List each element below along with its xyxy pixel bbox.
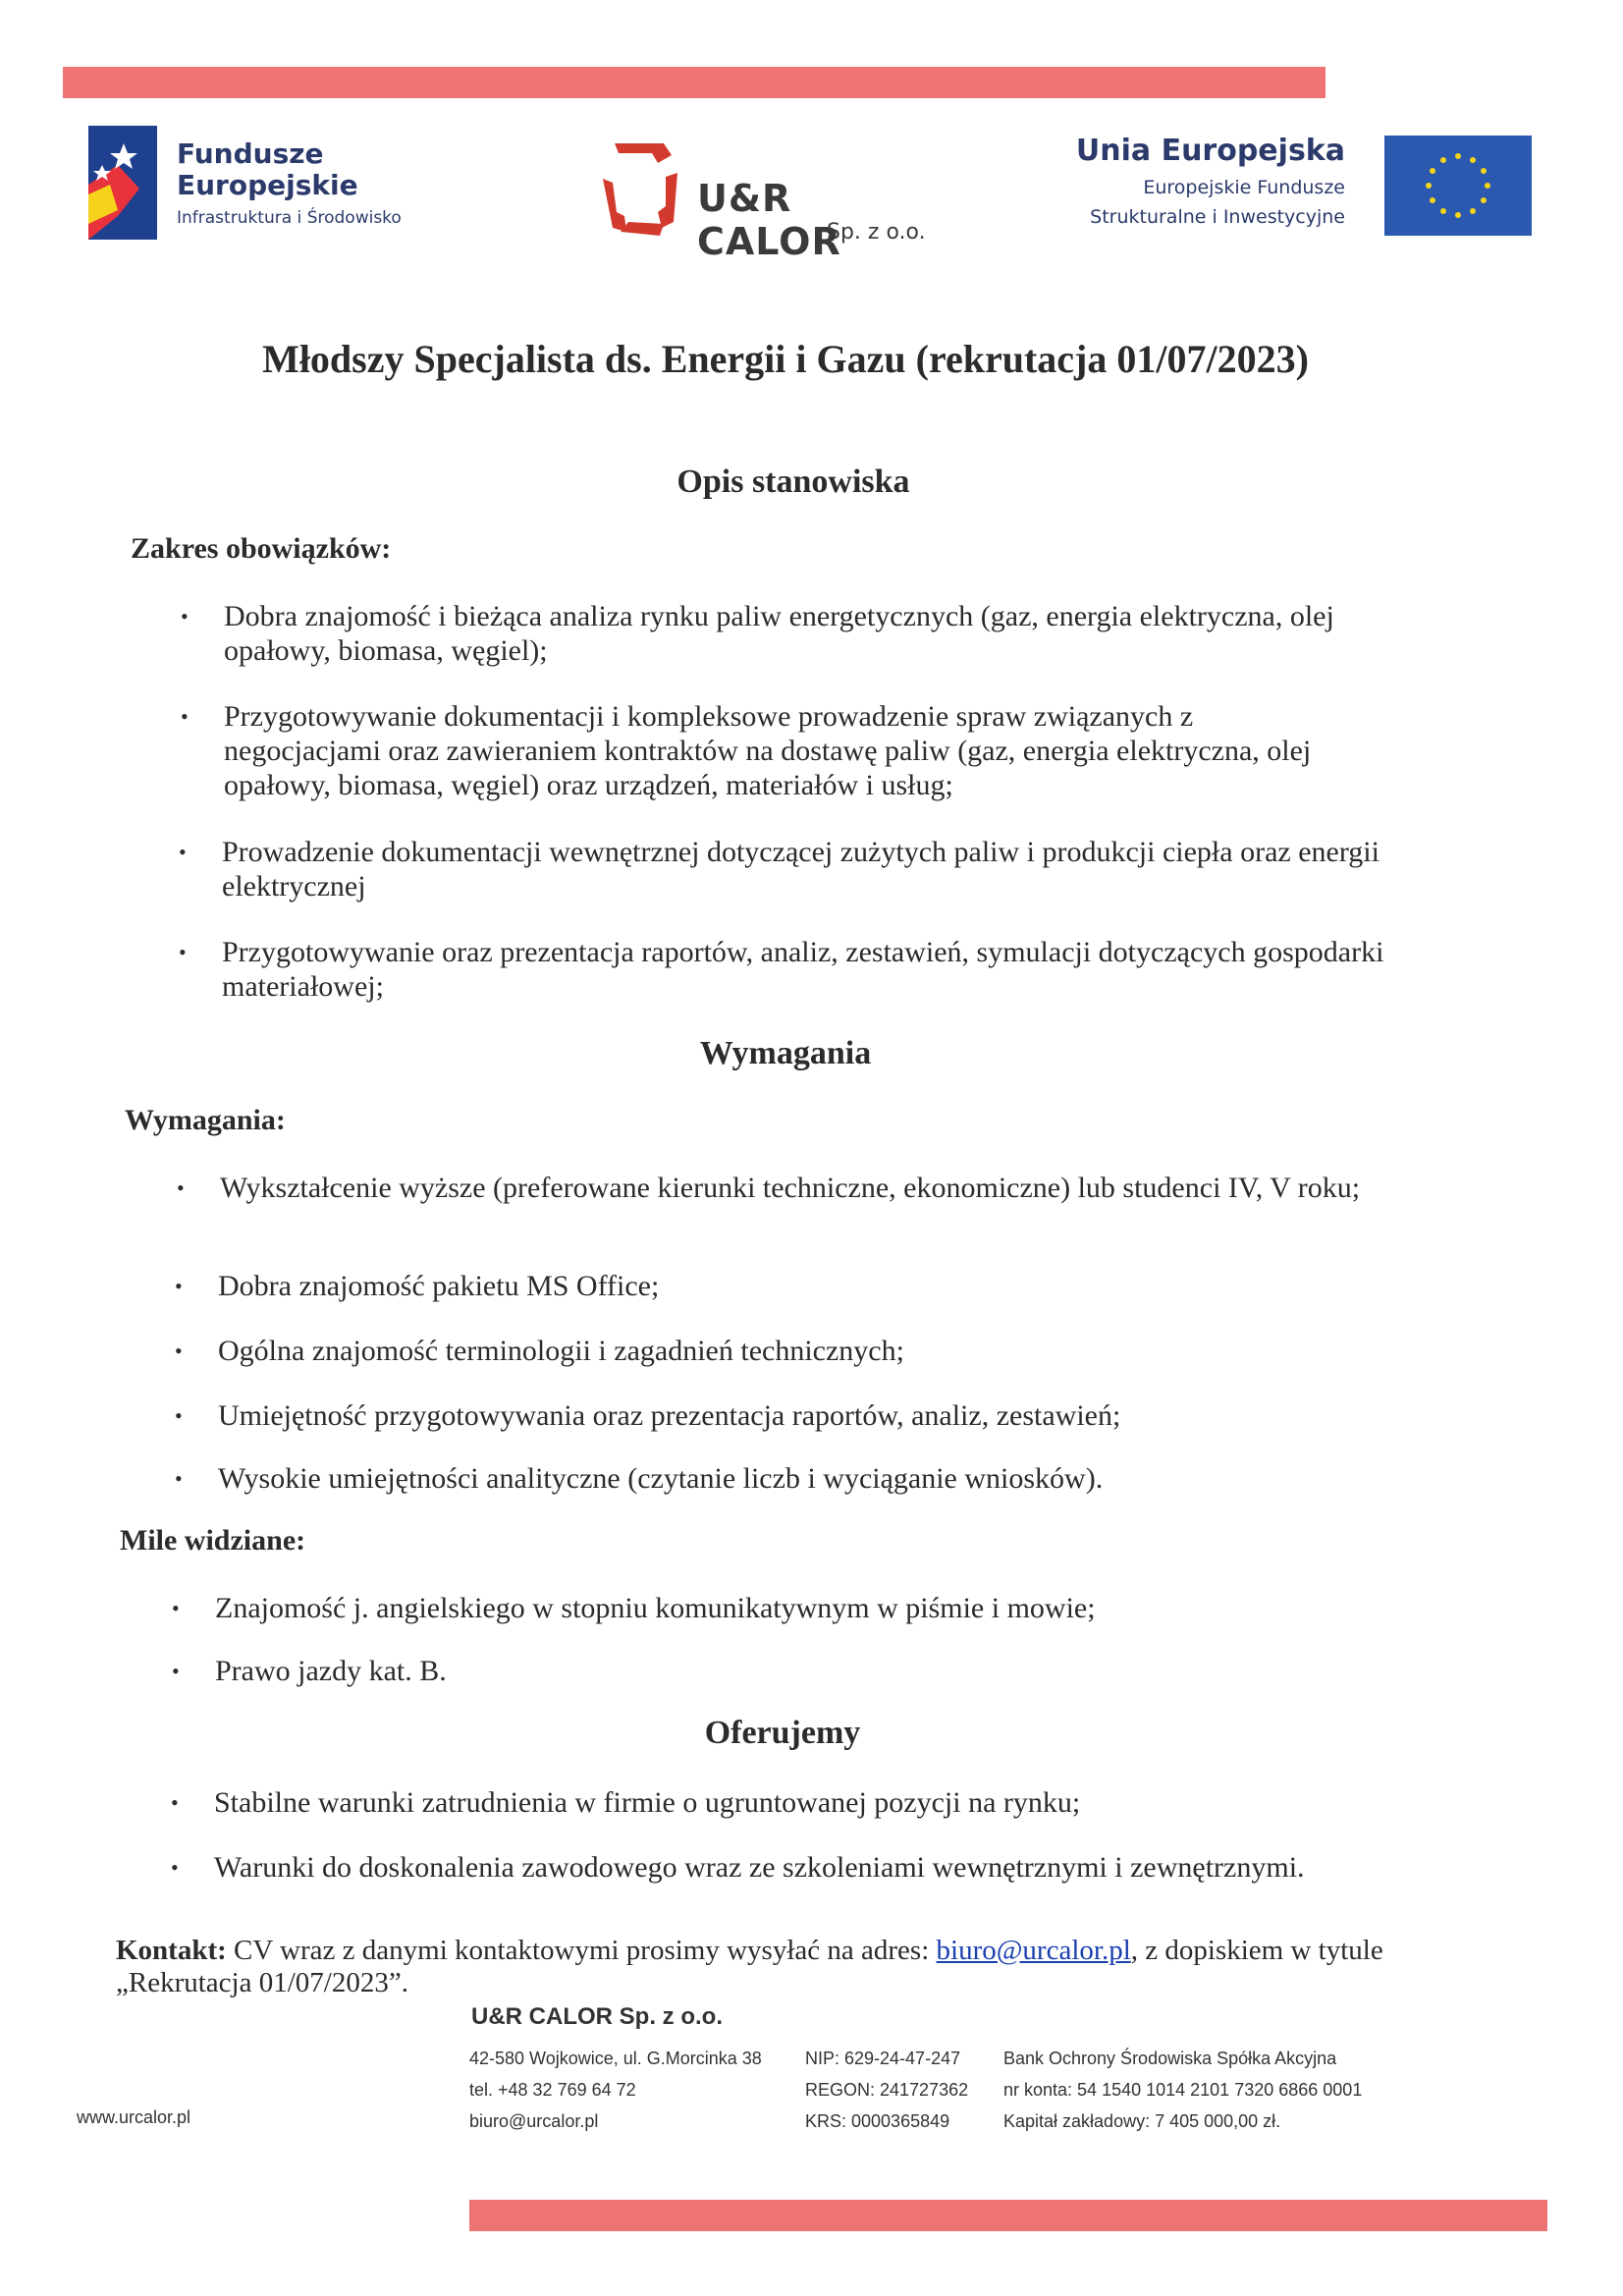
footer-email: biuro@urcalor.pl: [469, 2111, 599, 2131]
list-item-text: Prowadzenie dokumentacji wewnętrznej dotyczącej zużytych paliw i produkcji ciepła oraz energii elektrycznej: [222, 836, 1380, 902]
list-oferujemy-1: [171, 1785, 1471, 1820]
list-zakres: [181, 599, 1441, 668]
label-wymagania: Wymagania:: [125, 1104, 286, 1136]
bullet: •: [172, 1659, 180, 1683]
bullet: •: [177, 1175, 185, 1200]
list-zakres-2: [181, 699, 1333, 802]
list-item: [175, 1269, 1435, 1303]
section-heading-wymagania: Wymagania: [699, 1035, 872, 1071]
list-item: [181, 699, 1333, 802]
list-wymagania-1: [177, 1171, 1418, 1205]
footer-phone: tel. +48 32 769 64 72: [469, 2080, 636, 2100]
list-item-text: Ogólna znajomość terminologii i zagadnień technicznych;: [218, 1335, 904, 1367]
footer-address: 42-580 Wojkowice, ul. G.Morcinka 38: [469, 2049, 762, 2068]
list-item: [175, 1398, 1455, 1433]
list-wymagania-3: [175, 1334, 1435, 1368]
list-item-text: Przygotowywanie dokumentacji i kompleksowe prowadzenie spraw związanych z negocjacjami oraz zawieraniem kontraktów na dostawę paliw (gaz, energia elektryczna, olej opałowy, biomasa, węgiel) oraz urządzeń, materiałów i usług;: [224, 700, 1312, 801]
footer-nip: NIP: 629-24-47-247: [805, 2049, 961, 2068]
contact-text-3: „Rekrutacja 01/07/2023”.: [116, 1967, 408, 1998]
fe-logo-line3: Infrastruktura i Środowisko: [177, 208, 402, 228]
bullet: •: [175, 1274, 183, 1298]
list-item: [181, 599, 1441, 668]
list-zakres-4: [179, 935, 1400, 1004]
company-logo: [595, 134, 948, 263]
company-logo-suffix: Sp. z o.o.: [827, 220, 926, 245]
list-oferujemy-2: [171, 1850, 1490, 1885]
company-logo-name: U&R CALOR: [697, 177, 841, 263]
list-wymagania-4: [175, 1398, 1455, 1433]
eu-flag-icon: [1384, 136, 1532, 236]
bullet: •: [181, 604, 189, 629]
top-decorative-bar: [63, 67, 1325, 98]
list-item: [175, 1461, 1455, 1496]
footer-col-address: [469, 2043, 762, 2137]
footer-col-bank: [1003, 2043, 1362, 2137]
bullet: •: [179, 940, 187, 964]
contact-email-link[interactable]: biuro@urcalor.pl: [936, 1935, 1131, 1966]
bullet: •: [171, 1855, 179, 1880]
footer-bank: Bank Ochrony Środowiska Spółka Akcyjna: [1003, 2049, 1337, 2068]
bullet: •: [171, 1790, 179, 1815]
fundusze-europejskie-logo: [88, 126, 442, 244]
contact-label: Kontakt:: [116, 1935, 227, 1966]
footer-company-name: U&R CALOR Sp. z o.o.: [471, 2003, 723, 2030]
bottom-decorative-bar: [469, 2200, 1547, 2231]
eu-logo-title: Unia Europejska: [1075, 134, 1345, 168]
contact-text: CV wraz z danymi kontaktowymi prosimy wysyłać na adres:: [226, 1935, 937, 1966]
section-heading-opis: Opis stanowiska: [676, 464, 910, 500]
label-mile-widziane: Mile widziane:: [120, 1524, 306, 1557]
list-mile-1: [172, 1591, 1452, 1625]
fe-flag-icon: [88, 126, 157, 240]
contact-paragraph: [116, 1935, 1471, 1999]
bullet: •: [179, 840, 187, 864]
list-item-text: Stabilne warunki zatrudnienia w firmie o ugruntowanej pozycji na rynku;: [214, 1786, 1081, 1819]
footer-regon: REGON: 241727362: [805, 2080, 969, 2100]
list-zakres-3: [179, 835, 1439, 903]
list-item-text: Warunki do doskonalenia zawodowego wraz ze szkoleniami wewnętrznymi i zewnętrznymi.: [214, 1851, 1305, 1884]
company-arrows-icon: [595, 134, 683, 242]
list-item: [171, 1785, 1471, 1820]
list-item: [179, 835, 1439, 903]
list-item: [179, 935, 1400, 1004]
label-zakres: Zakres obowiązków:: [131, 532, 392, 565]
list-item-text: Przygotowywanie oraz prezentacja raportów, analiz, zestawień, symulacji dotyczących gospodarki materiałowej;: [222, 936, 1384, 1003]
section-heading-oferujemy: Oferujemy: [704, 1715, 861, 1751]
eu-logo: [1041, 134, 1532, 242]
list-wymagania-5: [175, 1461, 1455, 1496]
list-item: [177, 1171, 1418, 1205]
page-title: Młodszy Specjalista ds. Energii i Gazu (rekrutacja 01/07/2023): [262, 337, 1309, 381]
list-mile-2: [172, 1654, 1452, 1688]
list-item: [172, 1654, 1452, 1688]
footer-krs: KRS: 0000365849: [805, 2111, 950, 2131]
bullet: •: [172, 1596, 180, 1620]
list-item: [175, 1334, 1435, 1368]
list-item: [171, 1850, 1490, 1885]
eu-logo-line1: Europejskie Fundusze: [1143, 177, 1345, 198]
list-item-text: Wykształcenie wyższe (preferowane kierunki techniczne, ekonomiczne) lub studenci IV, V roku;: [220, 1172, 1361, 1204]
bullet: •: [175, 1466, 183, 1491]
list-item-text: Znajomość j. angielskiego w stopniu komunikatywnym w piśmie i mowie;: [215, 1592, 1096, 1624]
list-item-text: Dobra znajomość pakietu MS Office;: [218, 1270, 660, 1302]
list-wymagania-2: [175, 1269, 1435, 1303]
list-item-text: Dobra znajomość i bieżąca analiza rynku paliw energetycznych (gaz, energia elektryczna, olej opałowy, biomasa, węgiel);: [224, 600, 1334, 667]
list-item-text: Prawo jazdy kat. B.: [215, 1655, 447, 1687]
footer-website: www.urcalor.pl: [77, 2107, 191, 2127]
bullet: •: [181, 704, 189, 729]
fe-logo-line2: Europejskie: [177, 169, 358, 201]
list-item-text: Umiejętność przygotowywania oraz prezentacja raportów, analiz, zestawień;: [218, 1399, 1121, 1432]
eu-logo-line2: Strukturalne i Inwestycyjne: [1090, 206, 1345, 228]
footer-account: nr konta: 54 1540 1014 2101 7320 6866 0001: [1003, 2080, 1363, 2100]
list-item-text: Wysokie umiejętności analityczne (czytanie liczb i wyciąganie wniosków).: [218, 1462, 1104, 1495]
list-item: [172, 1591, 1452, 1625]
bullet: •: [175, 1403, 183, 1428]
footer-capital: Kapitał zakładowy: 7 405 000,00 zł.: [1003, 2111, 1281, 2131]
contact-text-2: , z dopiskiem w tytule: [1130, 1935, 1383, 1966]
footer-col-registry: [805, 2043, 968, 2137]
bullet: •: [175, 1339, 183, 1363]
fe-logo-line1: Fundusze: [177, 137, 324, 170]
